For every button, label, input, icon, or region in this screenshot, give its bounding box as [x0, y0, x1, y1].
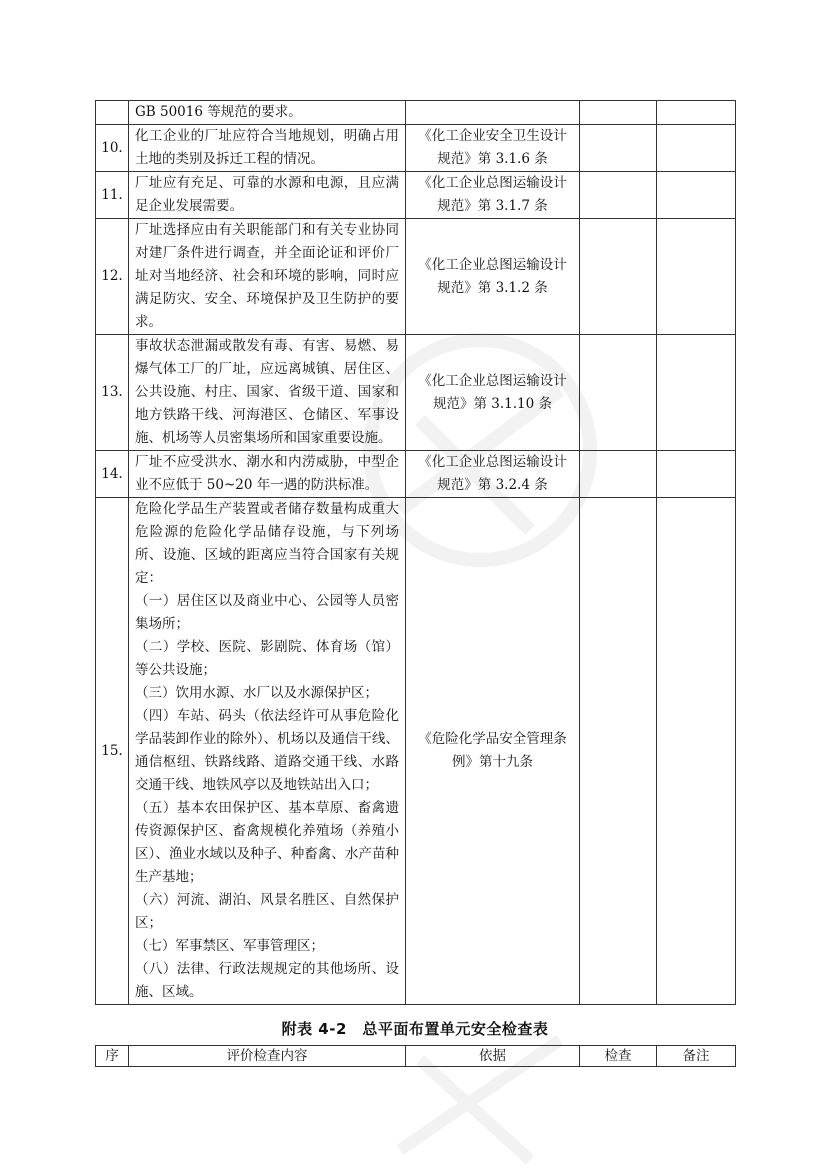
row-number: 15. — [96, 498, 129, 1005]
header-cell-remarks: 备注 — [657, 1046, 736, 1067]
header-cell-seq: 序 — [96, 1046, 129, 1067]
row-number: 11. — [96, 172, 129, 219]
watermark-logo-bottom — [380, 1020, 580, 1170]
content-paragraph: 危险化学品生产装置或者储存数量构成重大危险源的危险化学品储存设施，与下列场所、设施、区域的距离应当符合国家有关规定： — [135, 501, 399, 586]
basis-reference: 《化工企业总图运输设计规范》第 3.1.2 条 — [406, 219, 580, 335]
remarks-cell[interactable] — [657, 172, 736, 219]
table-row — [96, 451, 736, 498]
content-paragraph: （二）学校、医院、影剧院、体育场（馆）等公共设施； — [135, 639, 399, 678]
content-paragraph: （一）居住区以及商业中心、公园等人员密集场所； — [135, 593, 399, 632]
content-paragraph: （八）法律、行政法规规定的其他场所、设施、区域。 — [135, 961, 399, 1000]
header-cell-basis: 依据 — [406, 1046, 580, 1067]
basis-reference: 《化工企业总图运输设计规范》第 3.1.7 条 — [406, 172, 580, 219]
remarks-cell[interactable] — [657, 451, 736, 498]
table-row — [96, 125, 736, 172]
check-result-cell[interactable] — [580, 498, 657, 1005]
row-number — [96, 101, 129, 125]
remarks-cell[interactable] — [657, 498, 736, 1005]
check-result-cell[interactable] — [580, 451, 657, 498]
check-result-cell[interactable] — [580, 172, 657, 219]
row-number: 13. — [96, 335, 129, 451]
content-paragraph: 事故状态泄漏或散发有毒、有害、易燃、易爆气体工厂的厂址，应远离城镇、居住区、公共设施、村庄、国家、省级干道、国家和地方铁路干线、河海港区、仓储区、军事设施、机场等人员密集场所和国家重要设施。 — [135, 338, 399, 446]
header-cell-check: 检查 — [580, 1046, 657, 1067]
check-result-cell[interactable] — [580, 125, 657, 172]
check-content — [129, 335, 406, 451]
content-paragraph: 厂址应有充足、可靠的水源和电源，且应满足企业发展需要。 — [135, 175, 399, 214]
check-result-cell[interactable] — [580, 101, 657, 125]
row-number: 10. — [96, 125, 129, 172]
table-row — [96, 498, 736, 1005]
table-row — [96, 335, 736, 451]
remarks-cell[interactable] — [657, 101, 736, 125]
content-paragraph: 厂址不应受洪水、潮水和内涝威胁，中型企业不应低于 50~20 年一遇的防洪标准。 — [135, 454, 399, 493]
check-result-cell[interactable] — [580, 219, 657, 335]
next-table-header — [95, 1045, 736, 1067]
table-row — [96, 101, 736, 125]
check-result-cell[interactable] — [580, 335, 657, 451]
header-row — [96, 1046, 736, 1067]
check-content — [129, 101, 406, 125]
content-paragraph: 化工企业的厂址应符合当地规划，明确占用土地的类别及拆迁工程的情况。 — [135, 128, 399, 167]
basis-reference — [406, 101, 580, 125]
content-paragraph: （六）河流、湖泊、风景名胜区、自然保护区； — [135, 892, 399, 931]
check-content — [129, 125, 406, 172]
basis-reference: 《化工企业总图运输设计规范》第 3.2.4 条 — [406, 451, 580, 498]
content-paragraph: 厂址选择应由有关职能部门和有关专业协同对建厂条件进行调查，并全面论证和评价厂址对当地经济、社会和环境的影响，同时应满足防灾、安全、环境保护及卫生防护的要求。 — [135, 222, 399, 330]
content-paragraph: （七）军事禁区、军事管理区； — [135, 938, 324, 954]
basis-reference: 《危险化学品安全管理条例》第十九条 — [406, 498, 580, 1005]
basis-reference: 《化工企业总图运输设计规范》第 3.1.10 条 — [406, 335, 580, 451]
check-content — [129, 451, 406, 498]
check-content — [129, 172, 406, 219]
basis-reference: 《化工企业安全卫生设计规范》第 3.1.6 条 — [406, 125, 580, 172]
content-paragraph: （四）车站、码头（依法经许可从事危险化学品装卸作业的除外）、机场以及通信干线、通信枢纽、铁路线路、道路交通干线、水路交通干线、地铁风亭以及地铁站出入口； — [135, 708, 399, 793]
content-paragraph: GB 50016 等规范的要求。 — [135, 104, 302, 120]
check-content — [129, 498, 406, 1005]
content-paragraph: （三）饮用水源、水厂以及水源保护区； — [135, 685, 378, 701]
table-row — [96, 172, 736, 219]
checklist-table — [95, 100, 736, 1005]
checklist-body — [96, 101, 736, 1005]
content-paragraph: （五）基本农田保护区、基本草原、畜禽遗传资源保护区、畜禽规模化养殖场（养殖小区）、渔业水域以及种子、种畜禽、水产苗种生产基地； — [135, 800, 399, 885]
row-number: 12. — [96, 219, 129, 335]
table-title: 附表 4-2 总平面布置单元安全检查表 — [281, 1020, 549, 1038]
check-content — [129, 219, 406, 335]
row-number: 14. — [96, 451, 129, 498]
table-row — [96, 219, 736, 335]
header-cell-content: 评价检查内容 — [129, 1046, 406, 1067]
remarks-cell[interactable] — [657, 125, 736, 172]
remarks-cell[interactable] — [657, 219, 736, 335]
remarks-cell[interactable] — [657, 335, 736, 451]
